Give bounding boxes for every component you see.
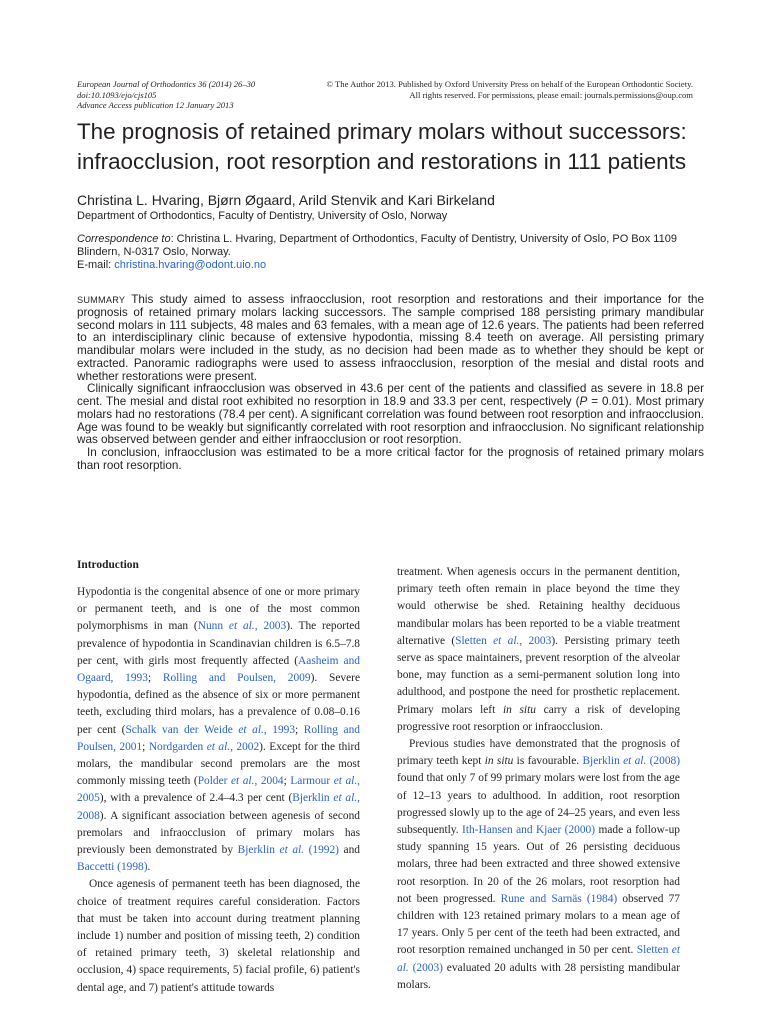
body-paragraph: Hypodontia is the congenital absence of one or more primary or permanent teeth, and is one of the most common polymorphisms in man (Nunn et al., 2003). The reported prevalence of hypodontia in Scandinavian children is 6.5–7.8 per cent, with girls most frequently affected (Aasheim and Ogaard, 1993; Rolling and Poulsen, 2009). Severe hypodontia, defined as the absence of six or more permanent teeth, excluding third molars, has a prevalence of 0.08–0.16 per cent (Schalk van der Weide et al., 1993; Rolling and Poulsen, 2001; Nordgarden et al., 2002). Except for the third molars, the mandibular second premolars are the most commonly missing teeth (Polder et al., 2004; Larmour et al., 2005), with a prevalence of 2.4–4.3 per cent (Bjerklin et al., 2008). A significant association between agenesis of second premolars and infraocclusion of primary molars has previously been demonstrated by Bjerklin et al. (1992) and Baccetti (1998). (77, 586, 361, 874)
journal-line: European Journal of Orthodontics 36 (2014) 26–30 (77, 79, 256, 89)
journal-citation (77, 79, 255, 111)
correspondence (77, 233, 702, 273)
citation-link[interactable]: Ith-Hansen and Kjaer (2000) (462, 824, 596, 837)
body-paragraph: treatment. When agenesis occurs in the permanent dentition, primary teeth often remain in place beyond the time they would otherwise be shed. Retaining healthy deciduous mandibular molars has been reported to be a viable treatment alternative (Sletten et al., 2003). Persisting primary teeth serve as space maintainers, prevent resorption of the alveolar bone, may function as a semi-permanent solution long into adulthood, and postpone the need for prosthetic replacement. Primary molars left in situ carry a risk of developing progressive root resorption or infraocclusion. (397, 566, 681, 733)
author-list: Christina L. Hvaring, Bjørn Øgaard, Arild Stenvik and Kari Birkeland (77, 192, 495, 208)
doi-line: doi:10.1093/ejo/cjs105 (77, 89, 157, 100)
summary-abstract (77, 294, 704, 473)
copyright-notice (327, 79, 693, 100)
summary-paragraph: Clinically significant infraocclusion was observed in 43.6 per cent of the patients and classified as severe in 18.8 per cent. The mesial and distal root exhibited no resorption in 18.9 and 33.3 per cent, respectively (P = 0.01). Most primary molars had no restorations (78.4 per cent). A significant correlation was found between root resorption and infraocclusion. Age was found to be weakly but significantly correlated with root resorption and infraocclusion. No significant relationship was observed between gender and either infraocclusion or root resorption. (77, 382, 704, 447)
permissions-line: All rights reserved. For permissions, please email: journals.permissions@oup.com (409, 89, 693, 100)
summary-label: SUMMARY (77, 295, 126, 305)
body-paragraph: Previous studies have demonstrated that the prognosis of primary teeth kept in situ is favourable. Bjerklin et al. (2008) found that only 7 of 99 primary molars were lost from the age of 12–13 years to adulthood. In addition, root resorption progressed slowly up to the age of 24–25 years, and even less subsequently. Ith-Hansen and Kjaer (2000) made a follow-up study spanning 15 years. Out of 26 persisting deciduous molars, three had been extracted and three showed extensive root resorption. In 20 of the 26 molars, root resorption had not been progressed. Rune and Sarnäs (1984) observed 77 children with 123 retained primary molars to a mean age of 17 years. Only 5 per cent of the teeth had been extracted, and root resorption remained unchanged in 50 per cent. Sletten et al. (2003) evaluated 20 adults with 28 persisting mandibular molars. (397, 738, 681, 991)
correspondence-text: : Christina L. Hvaring, Department of Orthodontics, Faculty of Dentistry, University of Oslo, PO Box 1109 Blindern, N-0317 Oslo, Norway. (77, 233, 677, 259)
summary-paragraph: SUMMARY This study aimed to assess infraocclusion, root resorption and restorations and their importance for the prognosis of retained primary molars lacking successors. The sample comprised 188 persisting primary mandibular second molars in 111 subjects, 48 males and 63 females, with a mean age of 12.6 years. The patients had been referred to an interdisciplinary clinic because of extensive hypodontia, missing 8.4 teeth on average. All persisting primary mandibular molars were included in the study, as no decision had been made as to whether they should be kept or extracted. Panoramic radiographs were used to assess infraocclusion, resorption of the mesial and distal roots and whether restorations were present. (77, 293, 704, 383)
citation-link[interactable]: Bjerklin et al. (2008) (582, 755, 681, 768)
access-line: Advance Access publication 12 January 2013 (77, 100, 234, 111)
citation-link[interactable]: Larmour et al., 2005 (77, 775, 361, 805)
citation-link[interactable]: Aasheim and Ogaard, 1993 (77, 654, 360, 685)
right-column (397, 564, 680, 994)
citation-link[interactable]: Bjerklin et al., 2008 (77, 792, 360, 822)
copyright-line: © The Author 2013. Published by Oxford University Press on behalf of the European Orthodontic Society. (326, 79, 693, 89)
citation-link[interactable]: Baccetti (1998) (77, 861, 148, 874)
summary-paragraph: In conclusion, infraocclusion was estimated to be a more critical factor for the prognosis of retained primary molars than root resorption. (77, 446, 704, 472)
citation-link[interactable]: Polder et al., 2004 (197, 775, 284, 788)
citation-link[interactable]: Bjerklin et al. (1992) (237, 844, 339, 857)
citation-link[interactable]: Sletten et al., 2003 (455, 634, 552, 647)
citation-link[interactable]: Rolling and Poulsen, 2001 (77, 723, 360, 753)
citation-link[interactable]: Rolling and Poulsen, 2009 (162, 672, 311, 685)
affiliation: Department of Orthodontics, Faculty of Dentistry, University of Oslo, Norway (77, 210, 448, 222)
correspondence-label: Correspondence to (77, 233, 171, 245)
body-paragraph: Once agenesis of permanent teeth has been diagnosed, the choice of treatment requires careful consideration. Factors that must be taken into account during treatment planning include 1) number and position of missing teeth, 2) condition of retained primary teeth, 3) skeletal relationship and occlusion, 4) space requirements, 5) facial profile, 6) patient's dental age, and 7) patient's attitude towards (77, 878, 360, 994)
citation-link[interactable]: Nordgarden et al., 2002 (148, 740, 260, 753)
citation-link[interactable]: Sletten et al. (2003) (397, 944, 680, 974)
email-link[interactable]: christina.hvaring@odont.uio.no (114, 259, 267, 272)
citation-link[interactable]: Nunn et al., 2003 (197, 620, 287, 633)
email-label: E-mail: (77, 259, 115, 272)
left-column (77, 557, 360, 997)
article-title: The prognosis of retained primary molars without successors: infraocclusion, root resorption and restorations in 111 patients (77, 119, 687, 174)
citation-link[interactable]: Rune and Sarnäs (1984) (500, 892, 618, 905)
section-heading-introduction: Introduction (77, 559, 139, 571)
citation-link[interactable]: Schalk van der Weide et al., 1993 (125, 723, 296, 736)
